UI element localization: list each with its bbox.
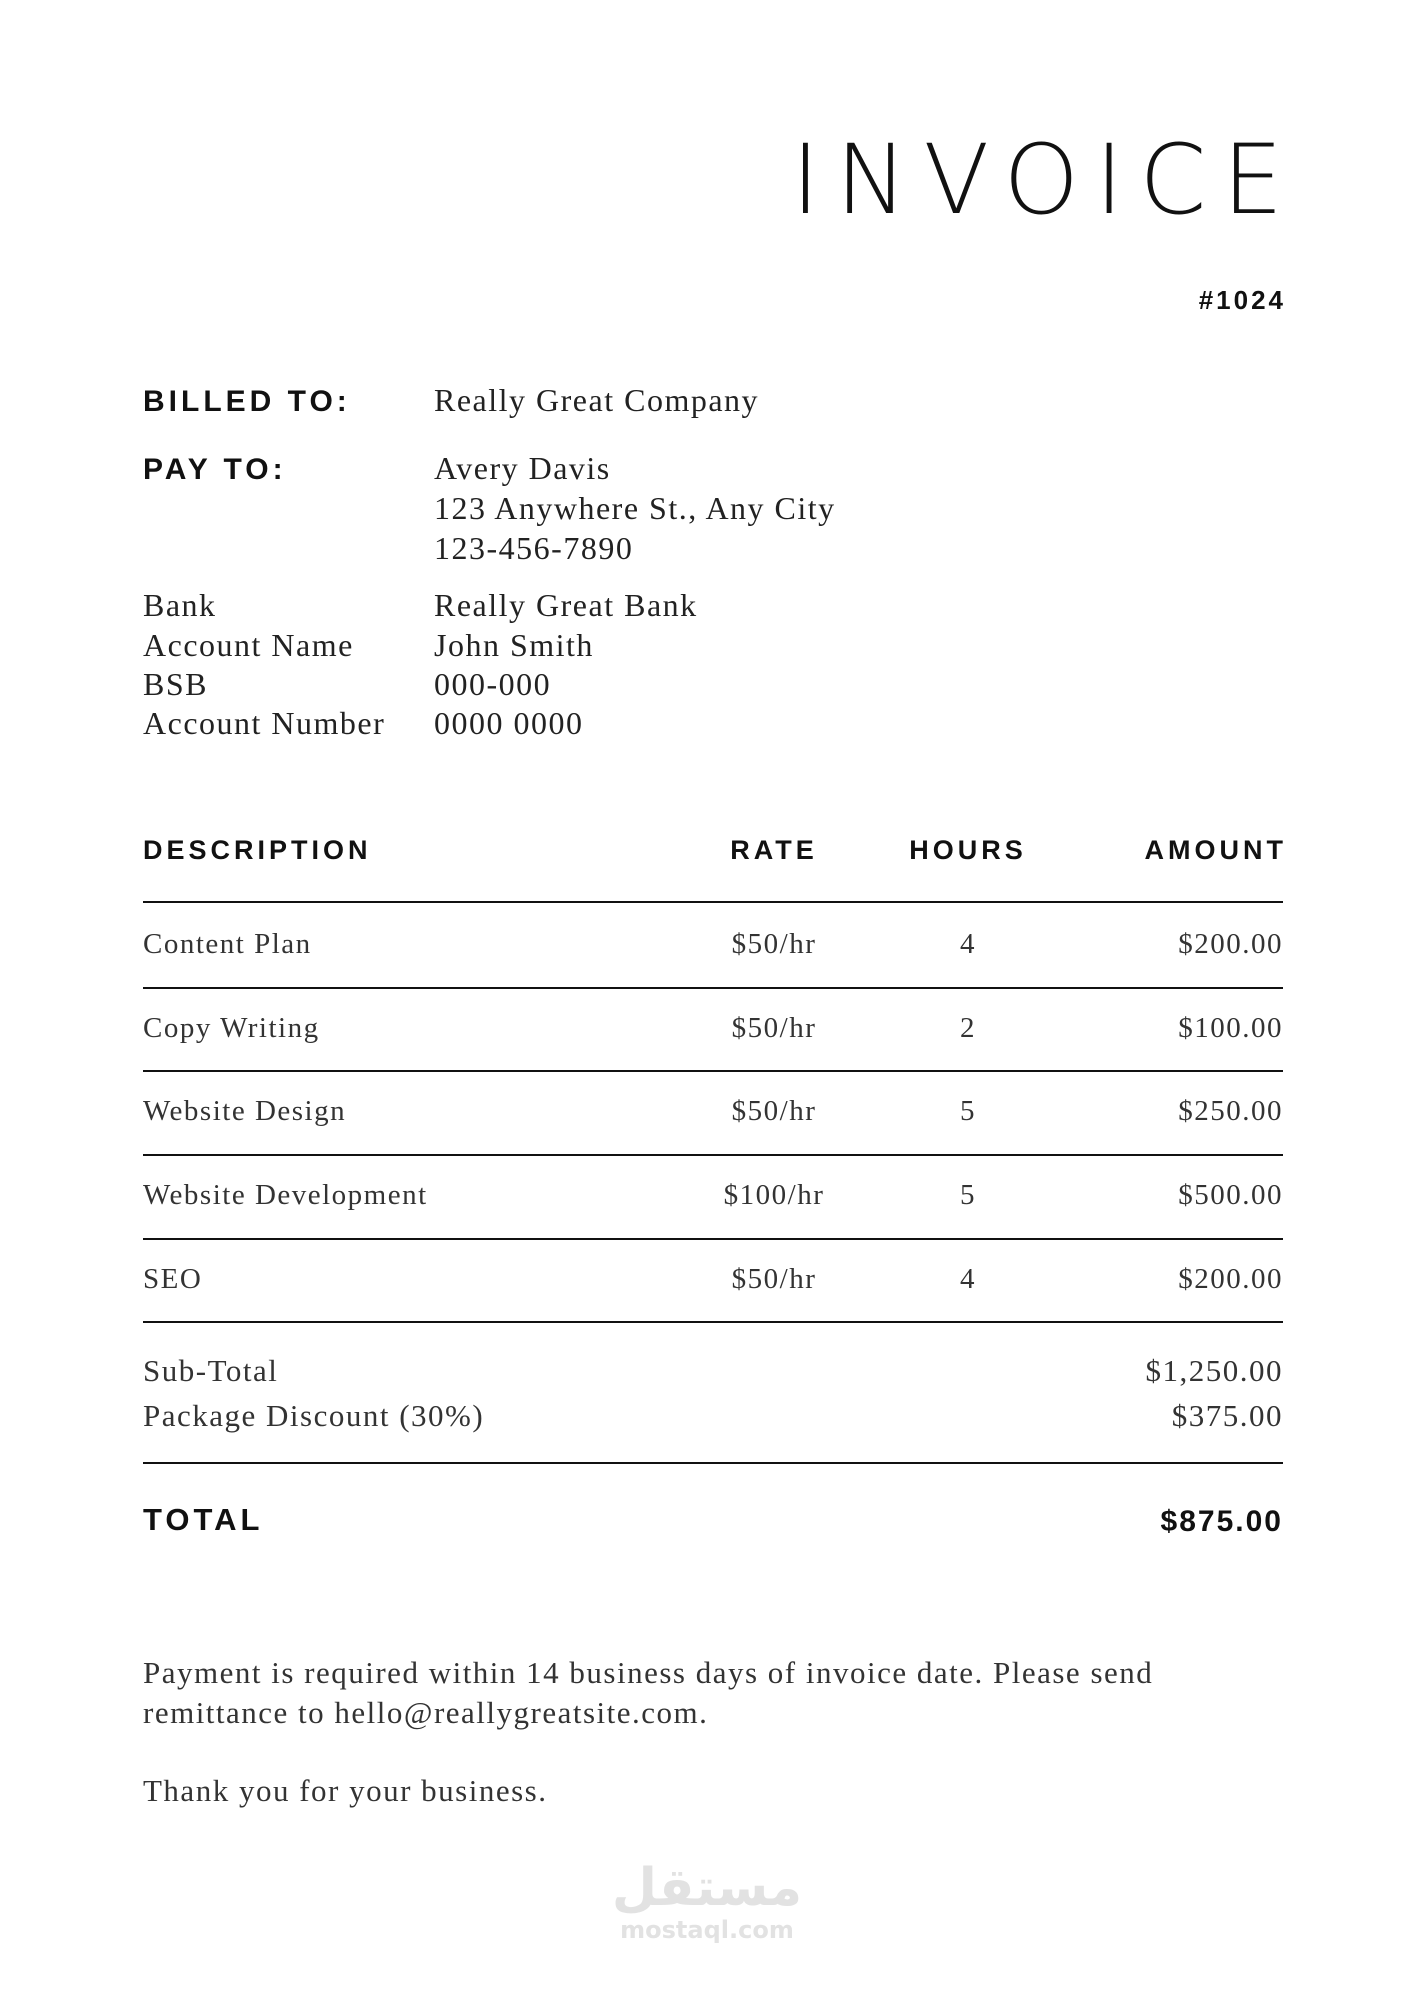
column-header-amount: AMOUNT: [1144, 835, 1287, 865]
table-row-divider: [143, 987, 1283, 989]
table-row-hours: 2: [960, 1012, 976, 1044]
mostaql-watermark: [0, 1860, 1414, 1944]
billed-to-value: Really Great Company: [434, 382, 760, 418]
subtotal-label: Sub-Total: [143, 1353, 279, 1388]
bsb-value: 000-000: [434, 666, 552, 702]
account-name-value: John Smith: [434, 627, 594, 663]
table-row-divider: [143, 1321, 1283, 1323]
table-row-rate: $100/hr: [723, 1179, 825, 1211]
table-row-amount: $200.00: [1178, 928, 1283, 960]
pay-to-phone: 123-456-7890: [434, 530, 634, 566]
table-row-rate: $50/hr: [731, 928, 817, 960]
table-row-amount: $250.00: [1178, 1095, 1283, 1127]
table-row-divider: [143, 1070, 1283, 1072]
subtotal-value: $1,250.00: [1145, 1353, 1283, 1388]
thank-you-note: Thank you for your business.: [143, 1773, 548, 1808]
pay-to-address: 123 Anywhere St., Any City: [434, 490, 836, 526]
table-row-hours: 5: [960, 1179, 976, 1211]
column-header-hours: HOURS: [909, 835, 1027, 865]
payment-terms-note: Payment is required within 14 business days of invoice date. Please send remittance to hello@reallygreatsite.com.: [143, 1655, 1154, 1730]
total-label: TOTAL: [143, 1502, 264, 1537]
table-row-amount: $100.00: [1178, 1012, 1283, 1044]
table-header-divider: [143, 901, 1283, 903]
table-row-amount: $200.00: [1178, 1263, 1283, 1295]
table-row-description: Content Plan: [143, 928, 312, 960]
table-row-divider: [143, 1238, 1283, 1240]
table-row-description: Copy Writing: [143, 1012, 320, 1044]
bank-label: Bank: [143, 587, 217, 623]
invoice-number: #1024: [1198, 285, 1286, 315]
table-row-hours: 4: [960, 928, 976, 960]
invoice-title: INVOICE: [791, 124, 1299, 236]
discount-label: Package Discount (30%): [143, 1398, 485, 1433]
account-number-value: 0000 0000: [434, 705, 584, 741]
column-header-rate: RATE: [730, 835, 818, 865]
billed-to-label: BILLED TO:: [143, 385, 351, 418]
pay-to-name: Avery Davis: [434, 450, 611, 486]
table-row-rate: $50/hr: [731, 1263, 817, 1295]
account-number-label: Account Number: [143, 705, 386, 741]
discount-value: $375.00: [1171, 1398, 1283, 1433]
table-row-hours: 4: [960, 1263, 976, 1295]
table-row-hours: 5: [960, 1095, 976, 1127]
watermark-site: mostaql.com: [620, 1916, 794, 1944]
table-row-amount: $500.00: [1178, 1179, 1283, 1211]
bank-value: Really Great Bank: [434, 587, 698, 623]
total-value: $875.00: [1160, 1505, 1283, 1538]
column-header-description: DESCRIPTION: [143, 835, 372, 865]
account-name-label: Account Name: [143, 627, 354, 663]
summary-divider: [143, 1462, 1283, 1464]
table-row-rate: $50/hr: [731, 1012, 817, 1044]
table-row-rate: $50/hr: [731, 1095, 817, 1127]
bsb-label: BSB: [143, 666, 208, 702]
table-row-description: Website Design: [143, 1095, 347, 1127]
table-row-description: SEO: [143, 1263, 203, 1295]
watermark-logo-text: مستقل: [611, 1858, 803, 1918]
pay-to-label: PAY TO:: [143, 453, 287, 486]
table-row-description: Website Development: [143, 1179, 428, 1211]
table-row-divider: [143, 1154, 1283, 1156]
